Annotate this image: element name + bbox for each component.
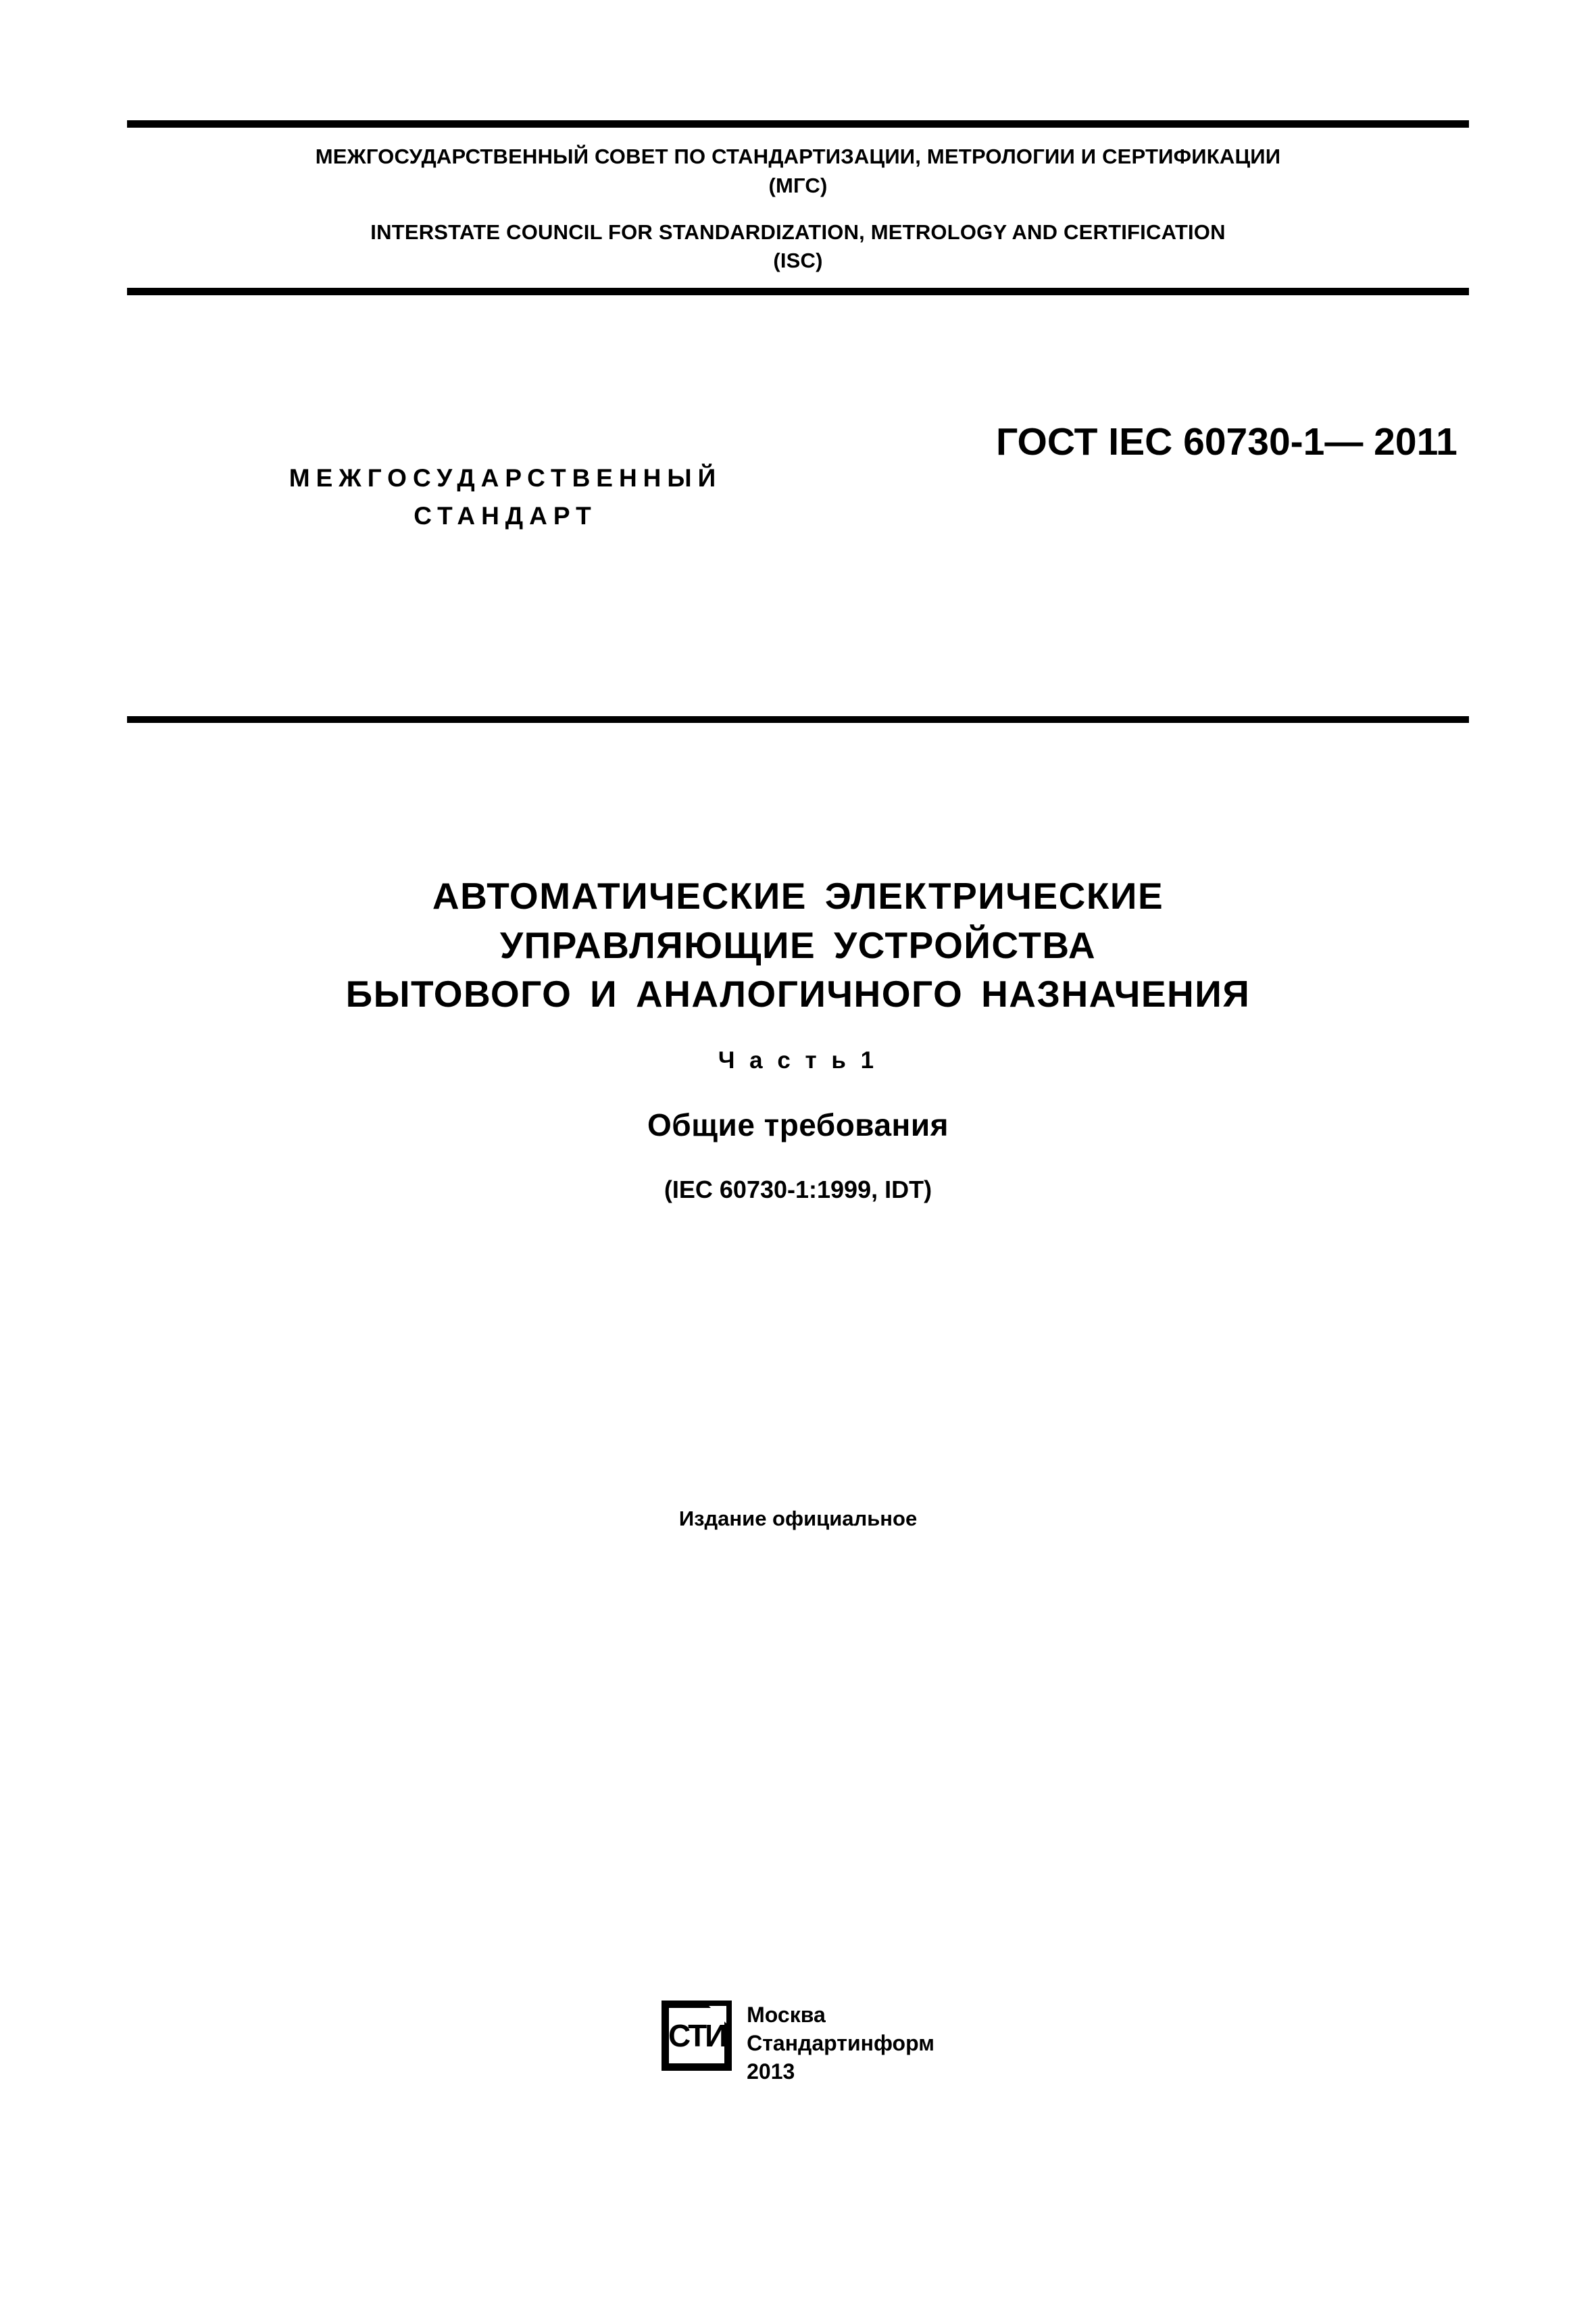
publisher-text [747,1996,934,2086]
equivalence-note: (IEC 60730-1:1999, IDT) [664,1175,932,1203]
standartinform-logo-icon [662,2001,732,2071]
publisher-city: Москва [747,2003,826,2027]
standard-identity-row [127,419,1469,534]
part-label: Ч а с т ь 1 [718,1047,878,1074]
council-header-text [127,128,1469,288]
page-content [127,0,1469,2314]
standard-kind-line1: МЕЖГОСУДАРСТВЕННЫЙ [289,464,722,492]
edition-note: Издание официальное [678,1507,918,1530]
council-header [127,120,1469,295]
subtitle: Общие требования [647,1107,949,1142]
council-name-en: INTERSTATE COUNCIL FOR STANDARDIZATION, METROLOGY AND CERTIFICATION [370,220,1226,244]
document-title [127,872,1469,1204]
publisher-name: Стандартинформ [747,2031,934,2056]
logo-glyph-text: СТИ [668,2018,726,2053]
standard-kind [127,419,884,534]
header-top-rule [127,120,1469,128]
separator-rule [127,716,1469,723]
standard-number: ГОСТ IEC 60730-1— 2011 [996,420,1457,463]
council-name-ru: МЕЖГОСУДАРСТВЕННЫЙ СОВЕТ ПО СТАНДАРТИЗАЦИИ, МЕТРОЛОГИИ И СЕРТИФИКАЦИИ [315,145,1281,168]
council-abbr-en: (ISC) [773,249,823,273]
header-bottom-rule [127,288,1469,295]
publisher-imprint [127,1996,1469,2086]
publisher-year: 2013 [747,2059,795,2084]
title-line-3: БЫТОВОГО И АНАЛОГИЧНОГО НАЗНАЧЕНИЯ [345,973,1251,1015]
council-abbr-ru: (МГС) [768,173,828,197]
standard-kind-line2: СТАНДАРТ [414,501,597,530]
title-line-1: АВТОМАТИЧЕСКИЕ ЭЛЕКТРИЧЕСКИЕ [432,875,1164,917]
title-line-2: УПРАВЛЯЮЩИЕ УСТРОЙСТВА [499,924,1097,966]
